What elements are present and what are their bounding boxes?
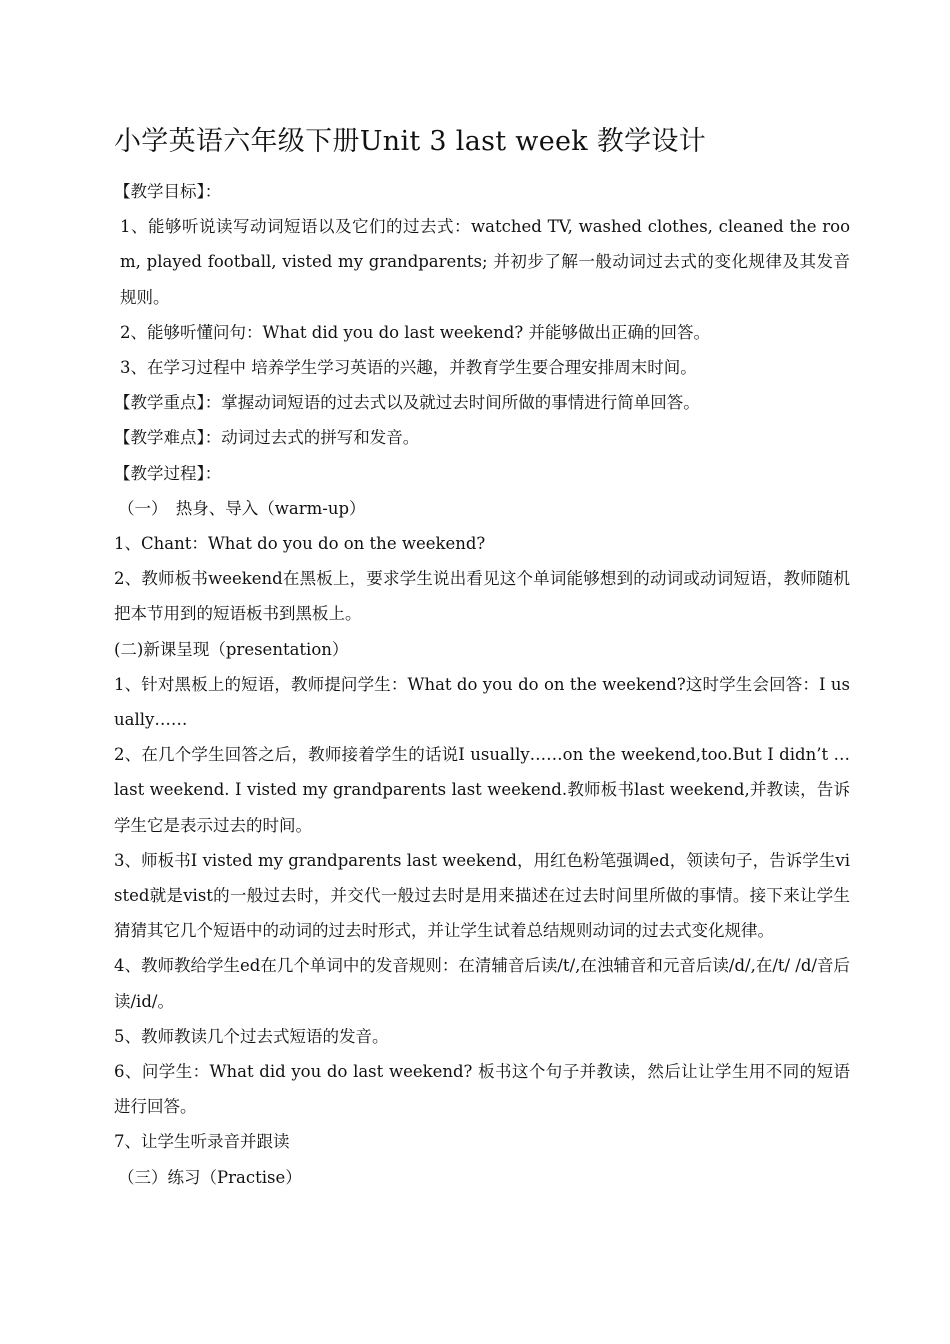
document-title: 小学英语六年级下册Unit 3 last week 教学设计	[114, 126, 707, 157]
document-body	[114, 174, 850, 1195]
objective-item-2: 2、能够听懂问句：What did you do last weekend? 并能够做出正确的回答。	[120, 322, 710, 342]
section-difficulties: 【教学难点】：动词过去式的拼写和发音。	[114, 428, 420, 448]
objective-item-3: 3、在学习过程中 培养学生学习英语的兴趣，并教育学生要合理安排周末时间。	[120, 358, 697, 378]
section-heading-process: 【教学过程】：	[114, 463, 222, 483]
presentation-step-4: 4、教师教给学生ed在几个单词中的发音规则：在清辅音后读/t/,在浊辅音和元音后读/d/,在/t/ /d/音后读/id/。	[114, 956, 850, 1011]
subsection-presentation: (二)新课呈现（presentation）	[114, 639, 349, 659]
section-heading-objectives: 【教学目标】：	[114, 182, 222, 201]
presentation-step-7: 7、让学生听录音并跟读	[114, 1132, 290, 1152]
presentation-step-2: 2、在几个学生回答之后，教师接着学生的话说I usually……on the weekend,too.But I didn’t …last weekend. I visted my grandparents last weekend.教师板书last weekend,并教读，告诉学生它是表示过去的时间。	[114, 745, 850, 835]
warm-up-step-1: 1、Chant：What do you do on the weekend?	[114, 534, 486, 554]
section-key-points: 【教学重点】：掌握动词短语的过去式以及就过去时间所做的事情进行简单回答。	[114, 393, 700, 413]
presentation-step-6: 6、问学生：What did you do last weekend? 板书这个句子并教读，然后让让学生用不同的短语进行回答。	[114, 1062, 850, 1117]
subsection-practise: （三）练习（Practise）	[118, 1167, 302, 1187]
presentation-step-1: 1、针对黑板上的短语，教师提问学生：What do you do on the weekend?这时学生会回答：I usually……	[114, 674, 850, 730]
presentation-step-5: 5、教师教读几个过去式短语的发音。	[114, 1026, 389, 1046]
subsection-warm-up: （一） 热身、导入（warm-up）	[118, 498, 366, 518]
objective-item-1: 1、能够听说读写动词短语以及它们的过去式：watched TV, washed clothes, cleaned the room, played football, visted my grandparents; 并初步了解一般动词过去式的变化规律及其发音规则。	[120, 217, 850, 307]
warm-up-step-2: 2、教师板书weekend在黑板上，要求学生说出看见这个单词能够想到的动词或动词短语，教师随机把本节用到的短语板书到黑板上。	[114, 569, 850, 624]
presentation-step-3: 3、师板书I visted my grandparents last weekend，用红色粉笔强调ed，领读句子，告诉学生visted就是vist的一般过去时，并交代一般过去时是用来描述在过去时间里所做的事情。接下来让学生猜猜其它几个短语中的动词的过去时形式，并让学生试着总结规则动词的过去式变化规律。	[114, 850, 850, 941]
